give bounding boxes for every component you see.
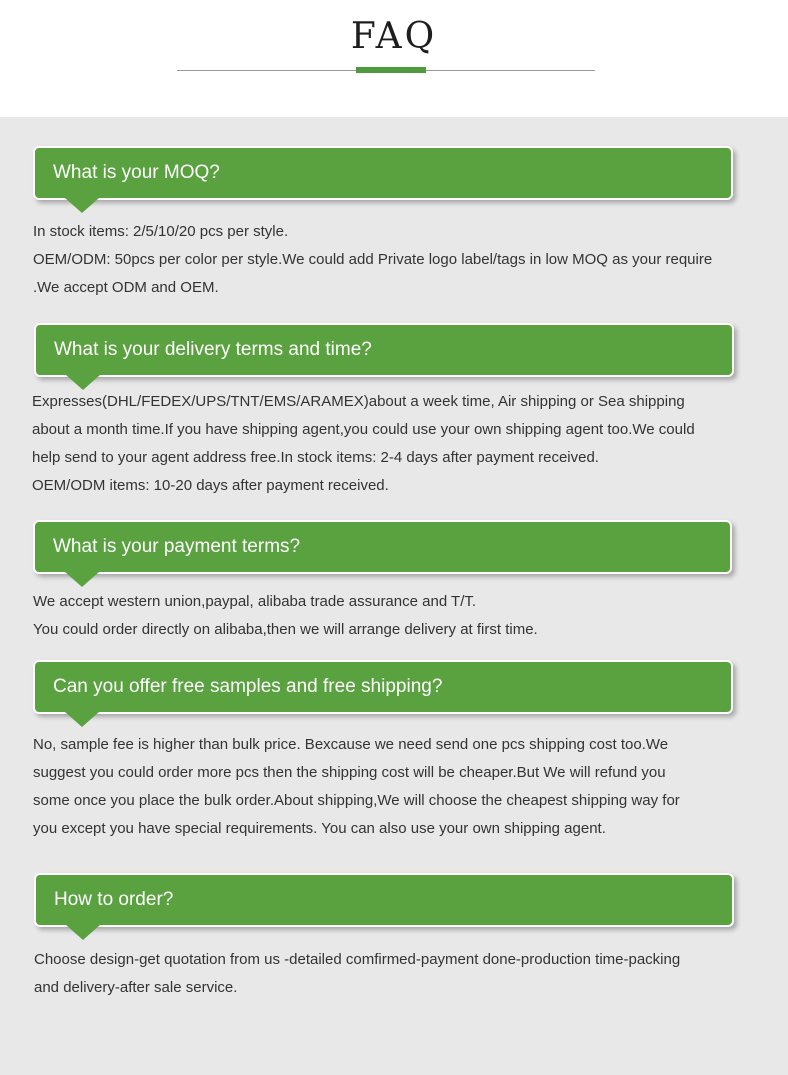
faq-question-label: Can you offer free samples and free shipping? [53, 676, 443, 697]
answer-line: suggest you could order more pcs then the shipping cost will be cheaper.But We will refund you [33, 764, 666, 781]
title-divider-accent [356, 67, 426, 73]
answer-line: In stock items: 2/5/10/20 pcs per style. [33, 223, 289, 240]
answer-line: OEM/ODM: 50pcs per color per style.We could add Private logo label/tags in low MOQ as your require [33, 251, 713, 268]
faq-question-delivery [34, 323, 734, 377]
faq-answer-delivery [32, 388, 695, 500]
answer-line: and delivery-after sale service. [34, 979, 238, 996]
answer-line: You could order directly on alibaba,then we will arrange delivery at first time. [33, 621, 538, 638]
answer-line: you except you have special requirements. You can also use your own shipping agent. [33, 820, 606, 837]
answer-line: about a month time.If you have shipping agent,you could use your own shipping agent too.We could [32, 421, 695, 438]
answer-line: .We accept ODM and OEM. [33, 279, 219, 296]
faq-answer-order [34, 946, 680, 1002]
faq-answer-payment [33, 588, 538, 644]
speech-pointer [65, 572, 99, 587]
faq-answer-samples [33, 731, 680, 843]
answer-line: Expresses(DHL/FEDEX/UPS/TNT/EMS/ARAMEX)about a week time, Air shipping or Sea shipping [32, 393, 685, 410]
speech-pointer [66, 925, 100, 940]
answer-line: some once you place the bulk order.About shipping,We will choose the cheapest shipping way for [33, 792, 680, 809]
speech-pointer [65, 198, 99, 213]
page-title: FAQ [350, 16, 438, 57]
answer-line: We accept western union,paypal, alibaba trade assurance and T/T. [33, 593, 477, 610]
faq-question-order [34, 873, 734, 927]
speech-pointer [65, 712, 99, 727]
faq-question-label: What is your delivery terms and time? [54, 339, 372, 360]
faq-question-label: What is your payment terms? [53, 536, 301, 557]
answer-line: OEM/ODM items: 10-20 days after payment received. [32, 477, 389, 494]
faq-question-samples [33, 660, 733, 714]
faq-question-payment [33, 520, 732, 574]
faq-question-label: How to order? [54, 889, 174, 910]
faq-question-label: What is your MOQ? [53, 162, 220, 183]
answer-line: No, sample fee is higher than bulk price. Bexcause we need send one pcs shipping cost too.We [33, 736, 669, 753]
faq-header [0, 0, 788, 117]
answer-line: Choose design-get quotation from us -detailed comfirmed-payment done-production time-packing [34, 951, 681, 968]
faq-question-moq [33, 146, 733, 200]
answer-line: help send to your agent address free.In stock items: 2-4 days after payment received. [32, 449, 599, 466]
faq-answer-moq [33, 218, 712, 302]
